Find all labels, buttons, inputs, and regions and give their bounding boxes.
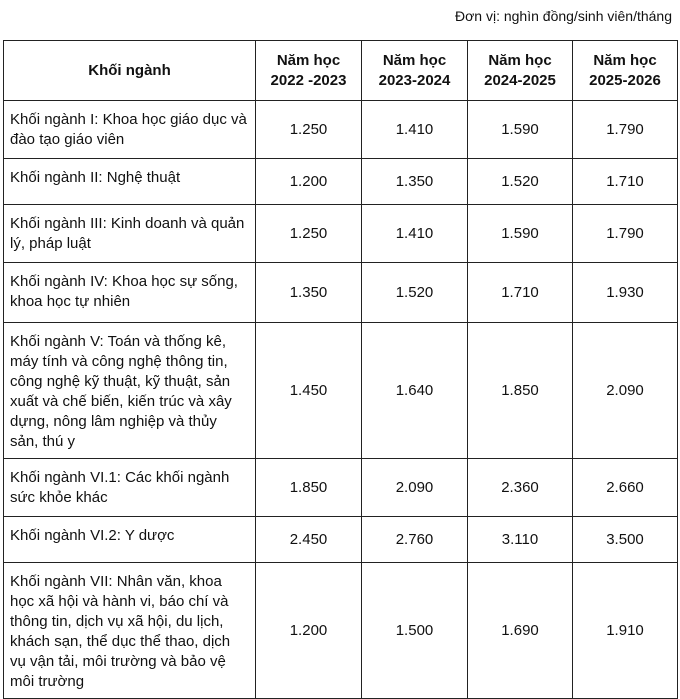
fee-2025-2026: 1.790 bbox=[573, 101, 678, 159]
table-row bbox=[4, 159, 678, 205]
table-row bbox=[4, 323, 678, 459]
group-name: Khối ngành II: Nghệ thuật bbox=[4, 159, 256, 205]
fee-2022-2023: 1.200 bbox=[256, 159, 362, 205]
header-row bbox=[4, 41, 678, 101]
fee-2024-2025: 1.520 bbox=[468, 159, 573, 205]
fee-2025-2026: 1.790 bbox=[573, 205, 678, 263]
header-year-2024-2025: Năm học 2024-2025 bbox=[468, 41, 573, 101]
fee-2025-2026: 2.660 bbox=[573, 459, 678, 517]
fee-2023-2024: 1.640 bbox=[362, 323, 468, 459]
table-row bbox=[4, 205, 678, 263]
fee-2023-2024: 1.500 bbox=[362, 563, 468, 699]
fee-2022-2023: 2.450 bbox=[256, 517, 362, 563]
table-row bbox=[4, 517, 678, 563]
group-name: Khối ngành I: Khoa học giáo dục và đào tạo giáo viên bbox=[4, 101, 256, 159]
fee-2022-2023: 1.350 bbox=[256, 263, 362, 323]
fee-2024-2025: 1.590 bbox=[468, 205, 573, 263]
group-name: Khối ngành V: Toán và thống kê, máy tính và công nghệ thông tin, công nghệ kỹ thuật, kỹ thuật, sản xuất và chế biến, kiến trúc và xây dựng, nông lâm nghiệp và thủy sản, thú y bbox=[4, 323, 256, 459]
fee-2022-2023: 1.250 bbox=[256, 205, 362, 263]
fee-2023-2024: 2.760 bbox=[362, 517, 468, 563]
fee-2024-2025: 3.110 bbox=[468, 517, 573, 563]
header-group: Khối ngành bbox=[4, 41, 256, 101]
fee-2024-2025: 1.590 bbox=[468, 101, 573, 159]
header-year-2023-2024: Năm học 2023-2024 bbox=[362, 41, 468, 101]
table-row bbox=[4, 459, 678, 517]
fee-2025-2026: 1.910 bbox=[573, 563, 678, 699]
fee-2024-2025: 1.690 bbox=[468, 563, 573, 699]
fee-2024-2025: 1.850 bbox=[468, 323, 573, 459]
header-year-2022-2023: Năm học 2022 -2023 bbox=[256, 41, 362, 101]
fee-2023-2024: 1.520 bbox=[362, 263, 468, 323]
tuition-table bbox=[3, 40, 678, 699]
fee-2022-2023: 1.200 bbox=[256, 563, 362, 699]
fee-2023-2024: 1.410 bbox=[362, 101, 468, 159]
fee-2023-2024: 1.410 bbox=[362, 205, 468, 263]
fee-2025-2026: 1.710 bbox=[573, 159, 678, 205]
group-name: Khối ngành VI.1: Các khối ngành sức khỏe khác bbox=[4, 459, 256, 517]
table-row bbox=[4, 563, 678, 699]
fee-2023-2024: 2.090 bbox=[362, 459, 468, 517]
fee-2022-2023: 1.250 bbox=[256, 101, 362, 159]
fee-2022-2023: 1.850 bbox=[256, 459, 362, 517]
fee-2025-2026: 1.930 bbox=[573, 263, 678, 323]
table-row bbox=[4, 263, 678, 323]
table-row bbox=[4, 101, 678, 159]
group-name: Khối ngành IV: Khoa học sự sống, khoa học tự nhiên bbox=[4, 263, 256, 323]
fee-2023-2024: 1.350 bbox=[362, 159, 468, 205]
unit-note: Đơn vị: nghìn đồng/sinh viên/tháng bbox=[455, 8, 672, 24]
group-name: Khối ngành III: Kinh doanh và quản lý, pháp luật bbox=[4, 205, 256, 263]
fee-2024-2025: 2.360 bbox=[468, 459, 573, 517]
fee-2024-2025: 1.710 bbox=[468, 263, 573, 323]
group-name: Khối ngành VI.2: Y dược bbox=[4, 517, 256, 563]
fee-2022-2023: 1.450 bbox=[256, 323, 362, 459]
header-year-2025-2026: Năm học 2025-2026 bbox=[573, 41, 678, 101]
group-name: Khối ngành VII: Nhân văn, khoa học xã hội và hành vi, báo chí và thông tin, dịch vụ xã hội, du lịch, khách sạn, thể dục thể thao, dịch vụ vận tải, môi trường và bảo vệ môi trường bbox=[4, 563, 256, 699]
fee-2025-2026: 3.500 bbox=[573, 517, 678, 563]
fee-2025-2026: 2.090 bbox=[573, 323, 678, 459]
